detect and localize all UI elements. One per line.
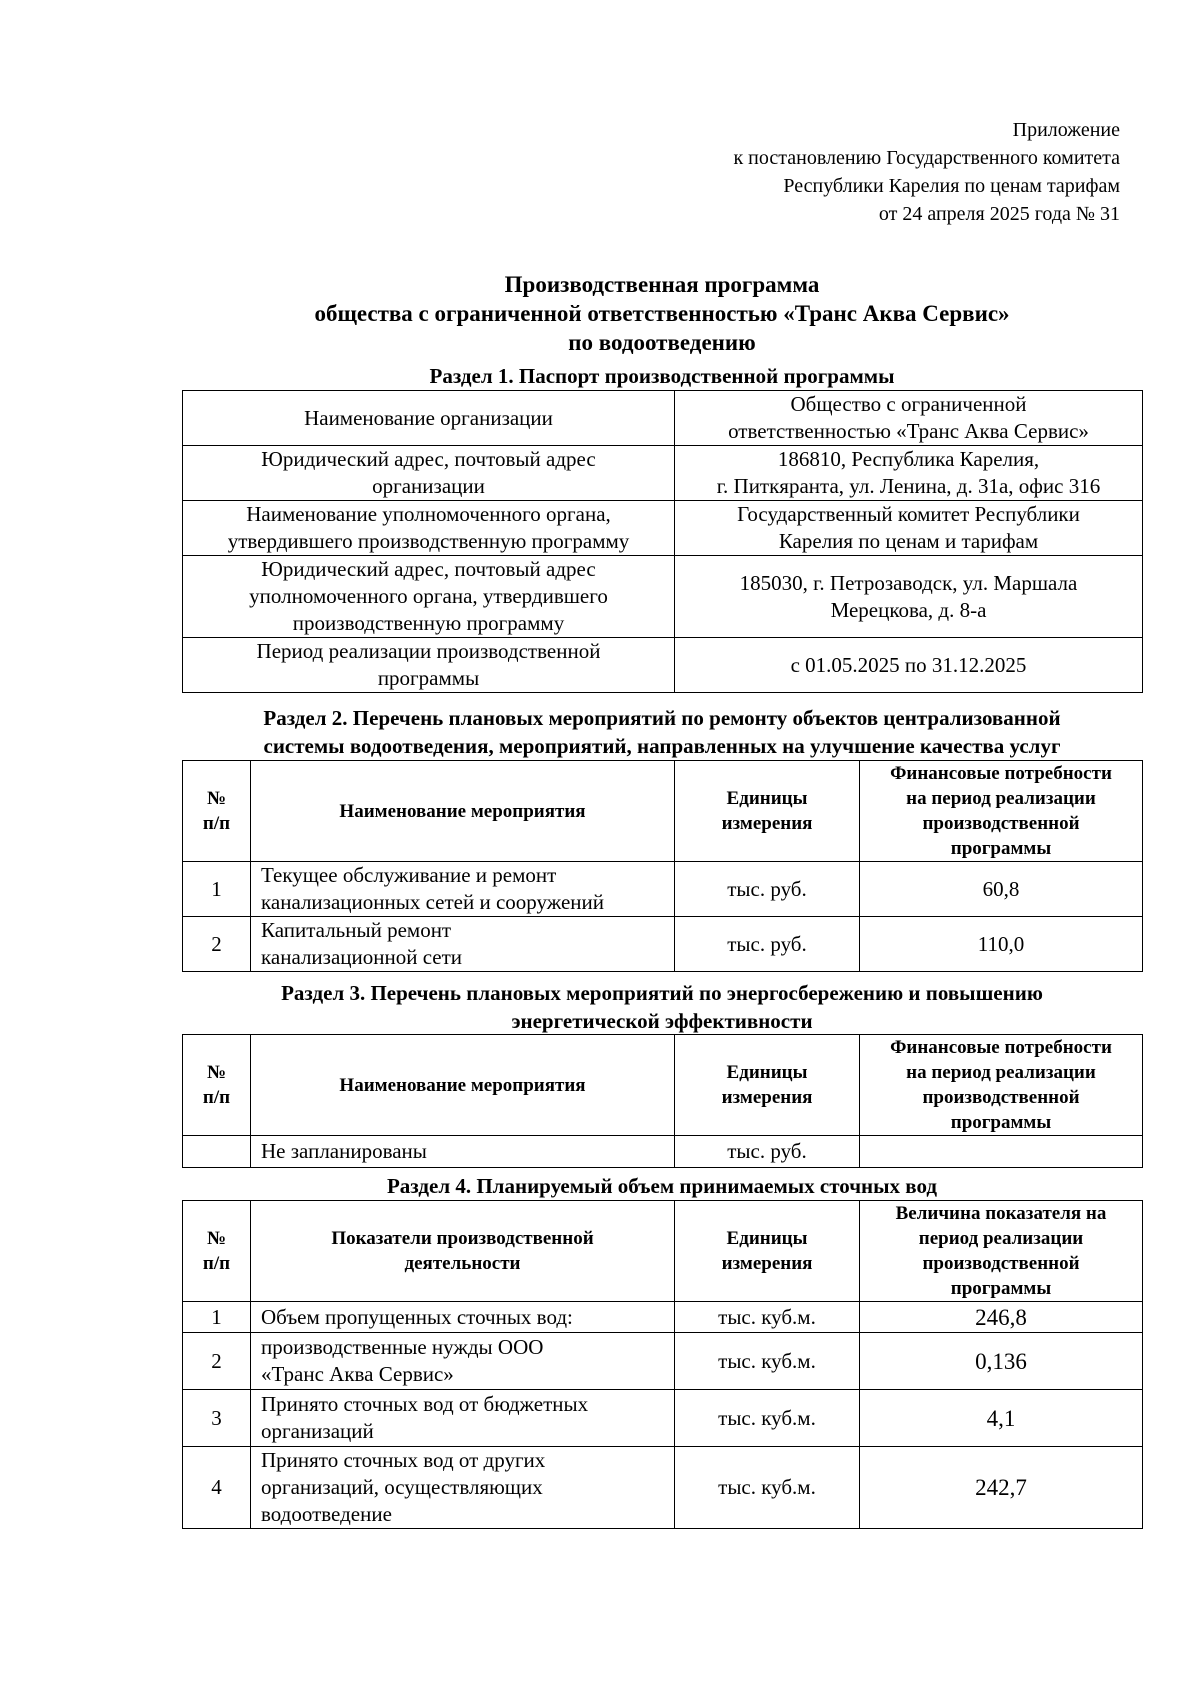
appendix-line: к постановлению Государственного комитета	[733, 147, 1120, 169]
header-unit	[675, 761, 860, 862]
header-number-text: п/п	[202, 813, 231, 834]
table-row	[183, 1390, 1143, 1447]
row-value-cell: 242,7	[860, 1447, 1143, 1529]
row-number-cell: 2	[183, 917, 251, 972]
header-number	[183, 1201, 251, 1302]
row-unit-cell: тыс. куб.м.	[675, 1390, 860, 1447]
header-value	[860, 1201, 1143, 1302]
passport-label-cell	[183, 391, 675, 446]
header-unit	[675, 1201, 860, 1302]
passport-value-text: Общество с ограниченной	[790, 392, 1027, 416]
header-number	[183, 1035, 251, 1136]
passport-value-cell	[675, 556, 1143, 638]
row-name-text: Объем пропущенных сточных вод:	[261, 1304, 573, 1329]
section2-title-line: Раздел 2. Перечень плановых мероприятий по ремонту объектов централизованной	[263, 706, 1061, 730]
title-line: общества с ограниченной ответственностью «Транс Аква Сервис»	[314, 301, 1010, 326]
header-number	[183, 761, 251, 862]
table-row	[183, 1136, 1143, 1168]
row-name-cell	[251, 862, 675, 917]
row-value-cell: 60,8	[860, 862, 1143, 917]
row-number-cell	[183, 1136, 251, 1168]
row-name-cell	[251, 1333, 675, 1390]
header-unit-text: измерения	[721, 1253, 813, 1274]
table-row	[183, 917, 1143, 972]
wastewater-volume-table	[182, 1200, 1143, 1529]
section4-title-text: Раздел 4. Планируемый объем принимаемых сточных вод	[386, 1174, 938, 1198]
row-name-cell	[251, 1447, 675, 1529]
header-number-text: п/п	[202, 1087, 231, 1108]
row-name-cell	[251, 1136, 675, 1168]
title-line: по водоотведению	[568, 330, 756, 355]
header-name-text: Наименование мероприятия	[339, 1074, 586, 1096]
table-row	[183, 446, 1143, 501]
header-unit	[675, 1035, 860, 1136]
title-line: Производственная программа	[504, 272, 820, 297]
row-unit-cell: тыс. куб.м.	[675, 1447, 860, 1529]
passport-label-text: Наименование организации	[304, 405, 553, 430]
header-name	[251, 1201, 675, 1302]
table-row	[183, 638, 1143, 693]
table-row	[183, 556, 1143, 638]
row-number-cell: 4	[183, 1447, 251, 1529]
row-name-text: Капитальный ремонт	[261, 918, 452, 942]
passport-table	[182, 390, 1143, 693]
header-number-text: №	[206, 1228, 227, 1249]
header-name	[251, 1035, 675, 1136]
header-name-text: деятельности	[404, 1253, 521, 1274]
repair-measures-table	[182, 760, 1143, 972]
header-value-text: на период реализации	[906, 788, 1096, 809]
row-number-cell: 1	[183, 862, 251, 917]
row-number-cell: 3	[183, 1390, 251, 1447]
header-value-text: на период реализации	[906, 1062, 1096, 1083]
row-name-cell	[251, 1302, 675, 1333]
row-name-text: организаций, осуществляющих	[261, 1475, 543, 1499]
row-name-text: «Транс Аква Сервис»	[261, 1362, 454, 1386]
passport-label-cell	[183, 501, 675, 556]
row-unit-cell: тыс. руб.	[675, 862, 860, 917]
table-row	[183, 862, 1143, 917]
passport-label-text: организации	[372, 474, 485, 498]
header-name	[251, 761, 675, 862]
table-row	[183, 391, 1143, 446]
section1-title	[182, 362, 1142, 390]
table-header-row	[183, 1035, 1143, 1136]
passport-label-text: производственную программу	[292, 611, 565, 635]
header-number-text: №	[206, 788, 227, 809]
header-value	[860, 761, 1143, 862]
table-row	[183, 1447, 1143, 1529]
section3-title-line: Раздел 3. Перечень плановых мероприятий по энергосбережению и повышению	[281, 981, 1043, 1005]
header-number-text: п/п	[202, 1253, 231, 1274]
header-number-text: №	[206, 1062, 227, 1083]
passport-label-cell	[183, 638, 675, 693]
row-value-cell: 246,8	[860, 1302, 1143, 1333]
document-title	[182, 270, 1142, 357]
appendix-line: от 24 апреля 2025 года № 31	[878, 203, 1120, 225]
passport-label-text: программы	[377, 666, 480, 690]
passport-label-text: Юридический адрес, почтовый адрес	[261, 447, 596, 471]
row-value-cell: 0,136	[860, 1333, 1143, 1390]
header-value-text: Финансовые потребности	[890, 763, 1112, 784]
passport-value-text: 186810, Республика Карелия,	[777, 447, 1040, 471]
passport-value-text: с 01.05.2025 по 31.12.2025	[790, 652, 1027, 677]
passport-label-cell	[183, 446, 675, 501]
row-name-text: Не запланированы	[261, 1139, 427, 1163]
header-value-text: программы	[950, 1278, 1052, 1299]
appendix-header	[560, 116, 1120, 228]
table-row	[183, 1302, 1143, 1333]
header-value-text: период реализации	[918, 1228, 1084, 1249]
header-unit-text: измерения	[721, 813, 813, 834]
passport-value-text: 185030, г. Петрозаводск, ул. Маршала	[739, 570, 1078, 595]
header-name-text: Наименование мероприятия	[339, 800, 586, 822]
row-name-text: водоотведение	[261, 1502, 392, 1526]
passport-label-cell	[183, 556, 675, 638]
section2-title-line: системы водоотведения, мероприятий, направленных на улучшение качества услуг	[263, 734, 1061, 758]
passport-value-text: Карелия по ценам и тарифам	[778, 529, 1039, 553]
passport-value-text: Мерецкова, д. 8-а	[830, 597, 987, 622]
passport-value-text: г. Питкяранта, ул. Ленина, д. 31а, офис 316	[716, 474, 1101, 498]
row-name-cell	[251, 917, 675, 972]
passport-value-cell	[675, 501, 1143, 556]
row-name-text: канализационной сети	[261, 945, 463, 969]
header-value-text: Величина показателя на	[895, 1203, 1107, 1224]
header-name-text: Показатели производственной	[331, 1228, 594, 1249]
row-name-text: организаций	[261, 1419, 374, 1443]
row-unit-cell: тыс. куб.м.	[675, 1302, 860, 1333]
row-name-text: канализационных сетей и сооружений	[261, 890, 605, 914]
energy-measures-table	[182, 1034, 1143, 1168]
row-name-text: Принято сточных вод от бюджетных	[261, 1392, 589, 1416]
passport-value-cell	[675, 391, 1143, 446]
appendix-line: Приложение	[1012, 119, 1120, 141]
header-unit-text: Единицы	[726, 788, 808, 809]
header-value-text: производственной	[922, 813, 1080, 834]
header-value	[860, 1035, 1143, 1136]
passport-value-text: Государственный комитет Республики	[737, 502, 1080, 526]
row-unit-cell: тыс. куб.м.	[675, 1333, 860, 1390]
table-header-row	[183, 761, 1143, 862]
header-value-text: Финансовые потребности	[890, 1037, 1112, 1058]
passport-label-text: утвердившего производственную программу	[227, 529, 630, 553]
section1-title-text: Раздел 1. Паспорт производственной программы	[429, 364, 895, 388]
table-row	[183, 1333, 1143, 1390]
header-value-text: программы	[950, 838, 1052, 859]
table-header-row	[183, 1201, 1143, 1302]
row-name-text: Текущее обслуживание и ремонт	[261, 863, 557, 887]
header-value-text: производственной	[922, 1087, 1080, 1108]
passport-value-cell	[675, 638, 1143, 693]
passport-label-text: Период реализации производственной	[256, 639, 601, 663]
row-name-text: Принято сточных вод от других	[261, 1448, 546, 1472]
section3-title	[182, 979, 1142, 1035]
row-number-cell: 1	[183, 1302, 251, 1333]
header-unit-text: измерения	[721, 1087, 813, 1108]
passport-label-text: Наименование уполномоченного органа,	[246, 502, 611, 526]
section4-title	[182, 1172, 1142, 1200]
row-unit-cell: тыс. руб.	[675, 1136, 860, 1168]
passport-value-text: ответственностью «Транс Аква Сервис»	[728, 419, 1089, 443]
header-unit-text: Единицы	[726, 1062, 808, 1083]
row-unit-cell: тыс. руб.	[675, 917, 860, 972]
header-value-text: производственной	[922, 1253, 1080, 1274]
row-value-cell	[860, 1136, 1143, 1168]
section2-title	[182, 704, 1142, 760]
header-value-text: программы	[950, 1112, 1052, 1133]
header-unit-text: Единицы	[726, 1228, 808, 1249]
passport-label-text: уполномоченного органа, утвердившего	[249, 584, 608, 608]
row-name-cell	[251, 1390, 675, 1447]
passport-value-cell	[675, 446, 1143, 501]
passport-label-text: Юридический адрес, почтовый адрес	[261, 557, 596, 581]
row-number-cell: 2	[183, 1333, 251, 1390]
row-name-text: производственные нужды ООО	[261, 1335, 544, 1359]
row-value-cell: 4,1	[860, 1390, 1143, 1447]
row-value-cell: 110,0	[860, 917, 1143, 972]
section3-title-line: энергетической эффективности	[511, 1009, 813, 1033]
appendix-line: Республики Карелия по ценам тарифам	[783, 175, 1120, 197]
table-row	[183, 501, 1143, 556]
